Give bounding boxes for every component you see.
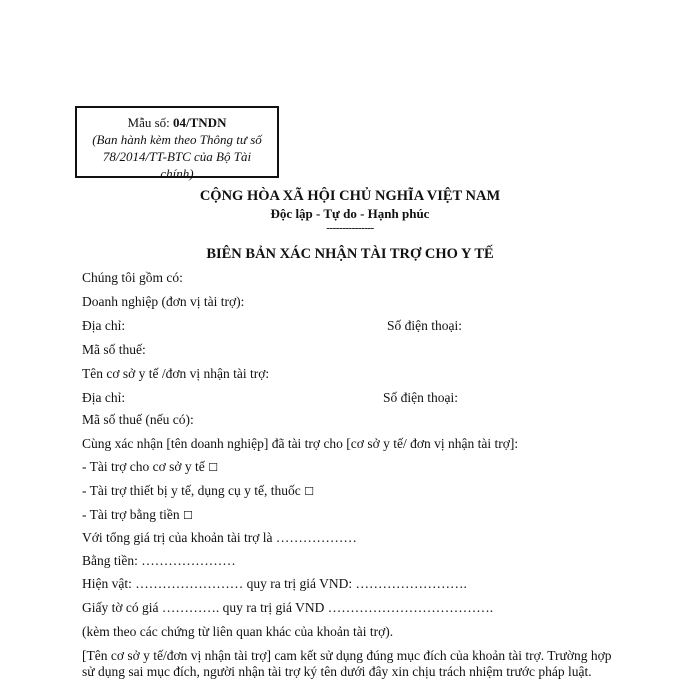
commitment-paragraph: [Tên cơ sở y tế/đơn vị nhận tài trợ] cam kết sử dụng đúng mục đích của khoản tài trợ. Trường hợp sử dụng sai mục đích, người nhận tài trợ ký tên dưới đây xin chịu trách nhiệm trước pháp luật. bbox=[82, 648, 612, 679]
recipient-name-line: Tên cơ sở y tế /đơn vị nhận tài trợ: bbox=[82, 366, 270, 381]
donor-name-line: Doanh nghiệp (đơn vị tài trợ): bbox=[82, 294, 245, 309]
checkbox-cash[interactable]: ☐ bbox=[183, 509, 193, 522]
in-kind-line: Hiện vật: …………………… quy ra trị giá VND: ……………………. bbox=[82, 576, 467, 591]
total-value-line: Với tổng giá trị của khoản tài trợ là ……………… bbox=[82, 530, 357, 545]
option-cash: - Tài trợ bằng tiền ☐ bbox=[82, 507, 193, 522]
attachments-note: (kèm theo các chứng từ liên quan khác của khoản tài trợ). bbox=[82, 624, 394, 639]
donor-tax-code-line: Mã số thuế: bbox=[82, 342, 146, 357]
confirmation-line: Cùng xác nhận [tên doanh nghiệp] đã tài trợ cho [cơ sở y tế/ đơn vị nhận tài trợ]: bbox=[82, 436, 519, 451]
form-number: Mẫu số: 04/TNDN bbox=[127, 115, 227, 130]
form-note-line1: (Ban hành kèm theo Thông tư số bbox=[92, 132, 262, 147]
form-note-line2: 78/2014/TT-BTC của Bộ Tài bbox=[102, 149, 252, 164]
recipient-tax-code-line: Mã số thuế (nếu có): bbox=[82, 412, 194, 427]
form-note-line3: chính) bbox=[160, 166, 194, 181]
country-heading: CỘNG HÒA XÃ HỘI CHỦ NGHĨA VIỆT NAM bbox=[199, 188, 501, 204]
header-separator: --------------- bbox=[326, 222, 374, 234]
donor-address-line: Địa chỉ: bbox=[82, 318, 126, 333]
cash-amount-line: Bằng tiền: ………………… bbox=[82, 553, 236, 568]
recipient-address-line: Địa chỉ: bbox=[82, 390, 126, 405]
donor-phone-line: Số điện thoại: bbox=[387, 318, 462, 333]
motto: Độc lập - Tự do - Hạnh phúc bbox=[270, 206, 430, 221]
intro-line: Chúng tôi gồm có: bbox=[82, 270, 183, 285]
option-medical-equipment: - Tài trợ thiết bị y tế, dụng cụ y tế, thuốc ☐ bbox=[82, 483, 314, 498]
option-medical-facility: - Tài trợ cho cơ sở y tế ☐ bbox=[82, 459, 219, 474]
checkbox-medical-facility[interactable]: ☐ bbox=[208, 461, 219, 474]
checkbox-medical-equipment[interactable]: ☐ bbox=[304, 485, 314, 498]
valuable-papers-line: Giấy tờ có giá …………. quy ra trị giá VND ………………………………. bbox=[82, 600, 494, 615]
document-title: BIÊN BẢN XÁC NHẬN TÀI TRỢ CHO Y TẾ bbox=[206, 246, 494, 262]
recipient-phone-line: Số điện thoại: bbox=[383, 390, 458, 405]
form-number-box bbox=[75, 106, 279, 181]
